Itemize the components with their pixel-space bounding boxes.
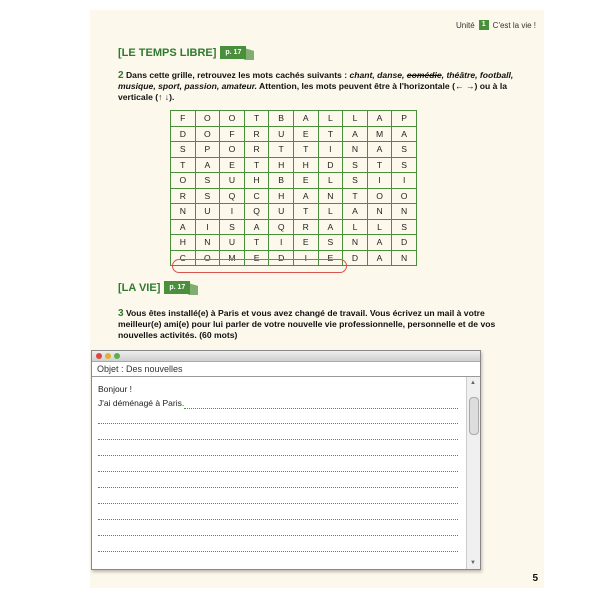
grid-cell: E bbox=[220, 157, 245, 173]
unit-title: C'est la vie ! bbox=[492, 20, 536, 30]
grid-row bbox=[171, 204, 417, 220]
grid-cell: R bbox=[171, 188, 196, 204]
grid-cell: O bbox=[367, 188, 392, 204]
section-title-text: [LA VIE] bbox=[118, 281, 161, 294]
grid-cell: N bbox=[343, 235, 368, 251]
grid-cell: T bbox=[318, 126, 343, 142]
grid-cell: A bbox=[367, 111, 392, 127]
writing-line bbox=[98, 503, 458, 504]
exercise-2-instruction bbox=[118, 70, 538, 103]
grid-cell: S bbox=[343, 157, 368, 173]
grid-cell: A bbox=[293, 188, 318, 204]
grid-cell: S bbox=[318, 235, 343, 251]
grid-cell: T bbox=[367, 157, 392, 173]
grid-cell: T bbox=[244, 111, 269, 127]
writing-line bbox=[98, 439, 458, 440]
grid-row bbox=[171, 235, 417, 251]
grid-cell: I bbox=[220, 204, 245, 220]
grid-row bbox=[171, 126, 417, 142]
grid-cell: N bbox=[195, 235, 220, 251]
word-search-grid bbox=[170, 110, 417, 266]
scroll-down-arrow-icon[interactable]: ▼ bbox=[470, 560, 476, 566]
instruction-text: Dans cette grille, retrouvez les mots cachés suivants : bbox=[125, 70, 350, 80]
writing-line bbox=[98, 455, 458, 456]
grid-cell: U bbox=[220, 235, 245, 251]
grid-cell: I bbox=[269, 235, 294, 251]
grid-cell: A bbox=[392, 126, 417, 142]
grid-row bbox=[171, 219, 417, 235]
grid-cell: A bbox=[293, 111, 318, 127]
grid-cell: A bbox=[343, 204, 368, 220]
grid-cell: A bbox=[244, 219, 269, 235]
grid-cell: I bbox=[392, 173, 417, 189]
grid-cell: U bbox=[220, 173, 245, 189]
grid-cell: C bbox=[171, 250, 196, 266]
grid-cell: D bbox=[318, 157, 343, 173]
grid-cell: R bbox=[244, 126, 269, 142]
grid-cell: O bbox=[195, 126, 220, 142]
grid-row bbox=[171, 250, 417, 266]
grid-cell: P bbox=[195, 142, 220, 158]
workbook-page bbox=[90, 10, 544, 588]
page-ref-badge: p. 17 bbox=[164, 281, 190, 294]
grid-cell: T bbox=[293, 204, 318, 220]
instruction-text-end: Attention, les mots peuvent être à l'horizontale (← →) ou à la verticale (↑ ↓). bbox=[118, 81, 507, 102]
grid-cell: T bbox=[269, 142, 294, 158]
grid-cell: T bbox=[343, 188, 368, 204]
grid-cell: H bbox=[269, 157, 294, 173]
grid-cell: O bbox=[195, 250, 220, 266]
grid-cell: O bbox=[220, 111, 245, 127]
grid-cell: R bbox=[293, 219, 318, 235]
grid-cell: S bbox=[392, 219, 417, 235]
grid-cell: N bbox=[318, 188, 343, 204]
grid-cell: O bbox=[195, 111, 220, 127]
grid-cell: B bbox=[269, 173, 294, 189]
grid-cell: M bbox=[220, 250, 245, 266]
email-scrollbar[interactable] bbox=[466, 377, 480, 569]
grid-cell: E bbox=[293, 235, 318, 251]
grid-cell: S bbox=[220, 219, 245, 235]
grid-cell: I bbox=[293, 250, 318, 266]
minimize-window-button[interactable] bbox=[105, 353, 111, 359]
grid-row bbox=[171, 188, 417, 204]
grid-cell: L bbox=[318, 204, 343, 220]
grid-cell: H bbox=[171, 235, 196, 251]
grid-cell: A bbox=[318, 219, 343, 235]
grid-cell: T bbox=[293, 142, 318, 158]
scroll-thumb[interactable] bbox=[469, 397, 479, 435]
grid-cell: F bbox=[171, 111, 196, 127]
grid-cell: N bbox=[367, 204, 392, 220]
grid-cell: E bbox=[244, 250, 269, 266]
unit-number-badge: 1 bbox=[479, 20, 489, 30]
section-title-la-vie bbox=[118, 281, 190, 294]
grid-cell: H bbox=[293, 157, 318, 173]
instruction-text: Vous êtes installé(e) à Paris et vous avez changé de travail. Vous écrivez un mail à votre meilleur(e) ami(e) pour lui parler de votre nouvelle vie professionnelle, personnelle et de vos nouvelles activités. (60 mots) bbox=[118, 308, 496, 340]
grid-cell: L bbox=[343, 111, 368, 127]
grid-cell: T bbox=[244, 157, 269, 173]
grid-cell: L bbox=[367, 219, 392, 235]
grid-cell: S bbox=[392, 157, 417, 173]
writing-line bbox=[98, 471, 458, 472]
close-window-button[interactable] bbox=[96, 353, 102, 359]
grid-cell: R bbox=[244, 142, 269, 158]
grid-cell: B bbox=[269, 111, 294, 127]
maximize-window-button[interactable] bbox=[114, 353, 120, 359]
grid-cell: U bbox=[269, 126, 294, 142]
grid-cell: E bbox=[293, 126, 318, 142]
grid-cell: I bbox=[367, 173, 392, 189]
window-titlebar bbox=[92, 351, 480, 362]
grid-cell: U bbox=[269, 204, 294, 220]
grid-cell: C bbox=[244, 188, 269, 204]
writing-line bbox=[98, 519, 458, 520]
email-greeting: Bonjour ! bbox=[98, 384, 133, 394]
grid-cell: T bbox=[244, 235, 269, 251]
grid-cell: H bbox=[269, 188, 294, 204]
unit-header bbox=[456, 20, 536, 30]
struck-word: comédie bbox=[406, 70, 442, 80]
grid-cell: Q bbox=[269, 219, 294, 235]
grid-cell: D bbox=[269, 250, 294, 266]
grid-cell: I bbox=[195, 219, 220, 235]
grid-cell: I bbox=[318, 142, 343, 158]
grid-cell: A bbox=[367, 250, 392, 266]
section-title-text: [LE TEMPS LIBRE] bbox=[118, 46, 217, 59]
grid-cell: Q bbox=[244, 204, 269, 220]
exercise-3-instruction bbox=[118, 308, 528, 341]
email-subject-field[interactable]: Objet : Des nouvelles bbox=[92, 362, 480, 377]
grid-cell: S bbox=[392, 142, 417, 158]
grid-cell: D bbox=[343, 250, 368, 266]
grid-cell: H bbox=[244, 173, 269, 189]
grid-cell: A bbox=[367, 235, 392, 251]
exercise-number: 2 bbox=[118, 70, 124, 81]
grid-cell: O bbox=[392, 188, 417, 204]
grid-cell: P bbox=[392, 111, 417, 127]
grid-cell: N bbox=[392, 204, 417, 220]
grid-cell: S bbox=[195, 188, 220, 204]
writing-line bbox=[98, 551, 458, 552]
email-body-area[interactable] bbox=[92, 377, 466, 569]
unit-label: Unité bbox=[455, 20, 475, 30]
grid-cell: E bbox=[318, 250, 343, 266]
grid-cell: N bbox=[171, 204, 196, 220]
page-ref-badge: p. 17 bbox=[220, 46, 246, 59]
grid-cell: Q bbox=[220, 188, 245, 204]
page-number: 5 bbox=[532, 573, 538, 584]
email-window bbox=[91, 350, 481, 570]
grid-cell: A bbox=[195, 157, 220, 173]
grid-cell: O bbox=[220, 142, 245, 158]
grid-row bbox=[171, 157, 417, 173]
grid-cell: D bbox=[392, 235, 417, 251]
grid-cell: S bbox=[195, 173, 220, 189]
word-list-continued: , théâtre, football, musique, sport, passion, amateur. bbox=[118, 70, 514, 91]
grid-cell: M bbox=[367, 126, 392, 142]
grid-cell: U bbox=[195, 204, 220, 220]
grid-cell: S bbox=[343, 173, 368, 189]
grid-cell: E bbox=[293, 173, 318, 189]
grid-row bbox=[171, 173, 417, 189]
grid-cell: L bbox=[318, 111, 343, 127]
grid-cell: S bbox=[171, 142, 196, 158]
grid-cell: A bbox=[343, 126, 368, 142]
grid-cell: T bbox=[171, 157, 196, 173]
writing-line bbox=[98, 487, 458, 488]
grid-cell: O bbox=[171, 173, 196, 189]
grid-cell: L bbox=[318, 173, 343, 189]
writing-line bbox=[184, 408, 458, 409]
grid-cell: N bbox=[392, 250, 417, 266]
grid-cell: A bbox=[367, 142, 392, 158]
grid-cell: D bbox=[171, 126, 196, 142]
exercise-number: 3 bbox=[118, 308, 124, 319]
grid-cell: L bbox=[343, 219, 368, 235]
grid-cell: A bbox=[171, 219, 196, 235]
word-list: chant, danse, bbox=[349, 70, 407, 80]
grid-row bbox=[171, 111, 417, 127]
email-first-line: J'ai déménagé à Paris. bbox=[98, 398, 185, 408]
scroll-up-arrow-icon[interactable]: ▲ bbox=[470, 380, 476, 386]
section-title-temps-libre bbox=[118, 46, 246, 59]
grid-cell: N bbox=[343, 142, 368, 158]
writing-line bbox=[98, 535, 458, 536]
grid-cell: F bbox=[220, 126, 245, 142]
grid-row bbox=[171, 142, 417, 158]
writing-line bbox=[98, 423, 458, 424]
